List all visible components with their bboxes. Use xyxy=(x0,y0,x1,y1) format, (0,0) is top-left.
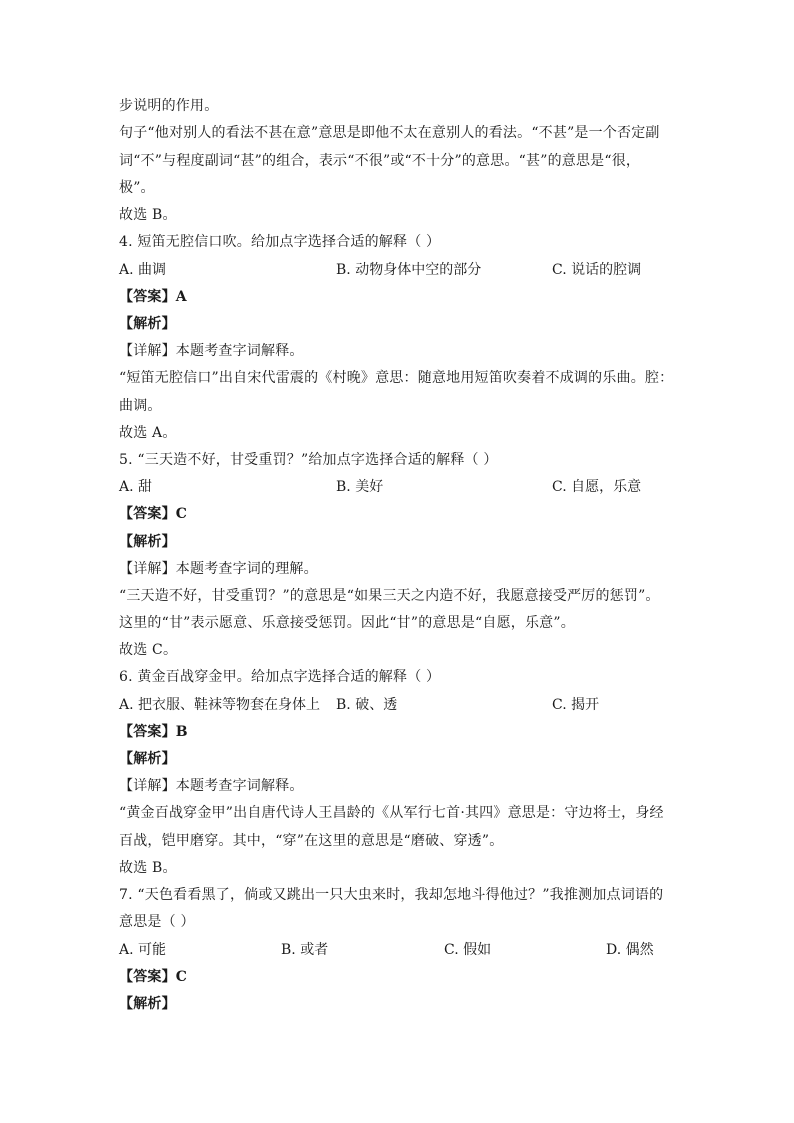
q6-option-b: B. 破、透 xyxy=(336,697,398,713)
q5-option-a: A. 甜 xyxy=(119,479,153,495)
q6-detail: 【详解】本题考查字词解释。 xyxy=(119,778,304,794)
q6-choose: 故选 B。 xyxy=(119,860,177,876)
question-7-stem: 7. “天色看看黑了，倘或又跳出一只大虫来时，我却怎地斗得他过？”我推测加点词语的 xyxy=(119,887,664,903)
q6-answer: 【答案】B xyxy=(119,724,188,740)
choose-line: 故选 B。 xyxy=(119,207,177,223)
q7-option-d: D. 偶然 xyxy=(606,942,654,958)
q7-answer: 【答案】C xyxy=(119,969,188,985)
q4-analysis-heading: 【解析】 xyxy=(119,316,176,332)
text-line: 极”。 xyxy=(119,180,155,196)
q5-explain-line: 这里的“甘”表示愿意、乐意接受惩罚。因此“甘”的意思是“自愿，乐意”。 xyxy=(119,615,575,631)
q6-analysis-heading: 【解析】 xyxy=(119,751,176,767)
q7-analysis-heading: 【解析】 xyxy=(119,996,176,1012)
text-line: 词“不”与程度副词“甚”的组合，表示“不很”或“不十分”的意思。“甚”的意思是“很， xyxy=(119,153,641,169)
question-7-stem: 意思是（ ） xyxy=(119,914,195,930)
text-line: 句子“他对别人的看法不甚在意”意思是即他不太在意别人的看法。“不甚”是一个否定副 xyxy=(119,125,660,141)
q4-option-c: C. 说话的腔调 xyxy=(552,262,642,278)
q4-explain-line: “短笛无腔信口”出自宋代雷震的《村晚》意思：随意地用短笛吹奏着不成调的乐曲。腔： xyxy=(119,370,674,386)
q4-option-b: B. 动物身体中空的部分 xyxy=(336,262,482,278)
q6-explain-line: 百战，铠甲磨穿。其中，“穿”在这里的意思是“磨破、穿透”。 xyxy=(119,833,504,849)
q5-choose: 故选 C。 xyxy=(119,642,178,658)
q7-option-c: C. 假如 xyxy=(444,942,492,958)
q6-option-a: A. 把衣服、鞋袜等物套在身体上 xyxy=(119,697,321,713)
q5-option-c: C. 自愿，乐意 xyxy=(552,479,642,495)
question-4-stem: 4. 短笛无腔信口吹。给加点字选择合适的解释（ ） xyxy=(119,234,441,250)
q5-analysis-heading: 【解析】 xyxy=(119,534,176,550)
q7-option-b: B. 或者 xyxy=(281,942,329,958)
q4-explain-line: 曲调。 xyxy=(119,398,162,414)
text-line: 步说明的作用。 xyxy=(119,98,219,114)
q5-option-b: B. 美好 xyxy=(336,479,384,495)
q5-answer: 【答案】C xyxy=(119,506,188,522)
q4-choose: 故选 A。 xyxy=(119,425,177,441)
q5-explain-line: “三天造不好，甘受重罚？”的意思是“如果三天之内造不好，我愿意接受严厉的惩罚”。 xyxy=(119,588,660,604)
q6-explain-line: “黄金百战穿金甲”出自唐代诗人王昌龄的《从军行七首·其四》意思是：守边将士，身经 xyxy=(119,805,664,821)
question-6-stem: 6. 黄金百战穿金甲。给加点字选择合适的解释（ ） xyxy=(119,669,441,685)
q4-answer: 【答案】A xyxy=(119,289,187,305)
q7-option-a: A. 可能 xyxy=(119,942,167,958)
q4-detail: 【详解】本题考查字词解释。 xyxy=(119,343,304,359)
q6-option-c: C. 揭开 xyxy=(552,697,600,713)
q4-option-a: A. 曲调 xyxy=(119,262,167,278)
question-5-stem: 5. “三天造不好，甘受重罚？”给加点字选择合适的解释（ ） xyxy=(119,452,498,468)
q5-detail: 【详解】本题考查字词的理解。 xyxy=(119,561,318,577)
